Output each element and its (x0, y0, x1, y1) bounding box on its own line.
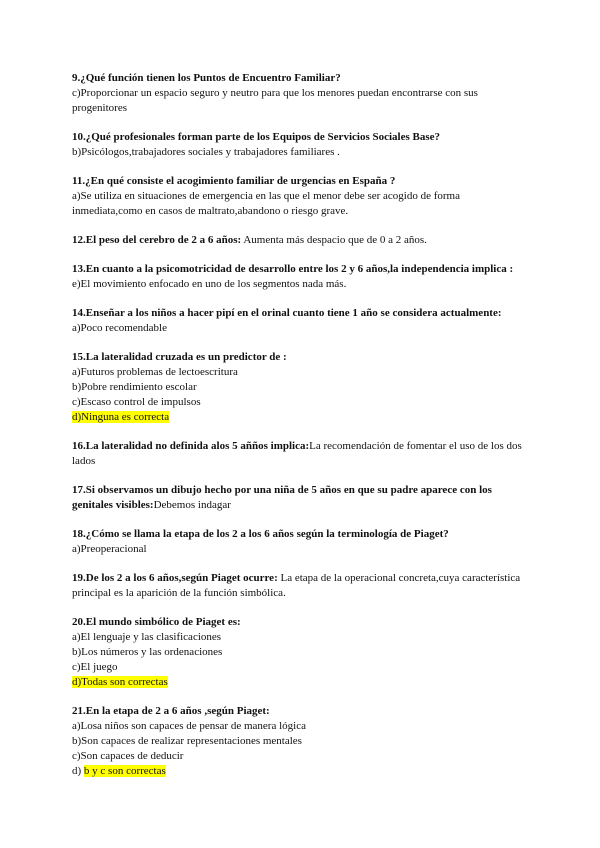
question-title: 14.Enseñar a los niños a hacer pipí en el orinal cuanto tiene 1 año se considera actualmente: (72, 307, 502, 319)
correct-answer-highlight: b y c son correctas (83, 765, 166, 777)
question-answer: Debemos indagar (153, 499, 231, 511)
question-title: 21.En la etapa de 2 a 6 años ,según Piaget: (72, 705, 270, 717)
answer-text: b)Los números y las ordenaciones (72, 646, 223, 658)
answer-option (72, 719, 528, 734)
answer-text: a)Futuros problemas de lectoescritura (72, 366, 238, 378)
question-block (72, 262, 528, 292)
answer-text: a)Se utiliza en situaciones de emergencia en las que el menor debe ser acogido de forma inmediata,como en casos de maltrato,abandono o riesgo grave. (72, 190, 460, 217)
question-title: 13.En cuanto a la psicomotricidad de desarrollo entre los 2 y 6 años,la independencia implica : (72, 263, 514, 275)
answer-text: b)Son capaces de realizar representaciones mentales (72, 735, 302, 747)
answer-text: a)Preoperacional (72, 543, 147, 555)
question-block (72, 483, 528, 513)
question-title: 20.El mundo simbólico de Piaget es: (72, 616, 241, 628)
answer-text: b)Pobre rendimiento escolar (72, 381, 197, 393)
question-answer: La etapa de la operacional concreta,cuya característica principal es la aparición de la función simbólica. (72, 572, 521, 599)
question-block (72, 306, 528, 336)
answer-text: a)El lenguaje y las clasificaciones (72, 631, 222, 643)
question-title: 10.¿Qué profesionales forman parte de los Equipos de Servicios Sociales Base? (72, 131, 440, 143)
answer-option (72, 395, 528, 410)
answer-option (72, 749, 528, 764)
question-block (72, 71, 528, 116)
answer-option (72, 542, 528, 557)
answer-option (72, 675, 528, 690)
answer-text: b)Psicólogos,trabajadores sociales y trabajadores familiares . (72, 146, 340, 158)
answer-text: c)Proporcionar un espacio seguro y neutro para que los menores puedan encontrarse con sus progenitores (72, 87, 478, 114)
question-block (72, 527, 528, 557)
question-answer: La recomendación de fomentar el uso de los dos lados (72, 440, 522, 467)
answer-text: c)Escaso control de impulsos (72, 396, 201, 408)
answer-option (72, 321, 528, 336)
question-block (72, 350, 528, 425)
question-block (72, 174, 528, 219)
answer-text: c)Son capaces de deducir (72, 750, 184, 762)
answer-text: c)El juego (72, 661, 118, 673)
question-block (72, 439, 528, 469)
answer-text: a)Poco recomendable (72, 322, 167, 334)
question-title: 16.La lateralidad no definida alos 5 añños implica: (72, 440, 310, 452)
answer-option (72, 764, 528, 779)
question-title: 19.De los 2 a los 6 años,según Piaget ocurre: (72, 572, 278, 584)
answer-prefix: d) (72, 765, 84, 777)
question-title: 18.¿Cómo se llama la etapa de los 2 a los 6 años según la terminología de Piaget? (72, 528, 449, 540)
question-block (72, 615, 528, 690)
correct-answer-highlight: d)Ninguna es correcta (72, 411, 170, 423)
answer-option (72, 86, 528, 116)
answer-option (72, 630, 528, 645)
question-title: 9.¿Qué función tienen los Puntos de Encuentro Familiar? (72, 72, 341, 84)
answer-text: e)El movimiento enfocado en uno de los segmentos nada más. (72, 278, 347, 290)
question-block (72, 704, 528, 779)
question-title: 17.Si observamos un dibujo hecho por una niña de 5 años en que su padre aparece con los genitales visibles: (72, 484, 492, 511)
answer-option (72, 277, 528, 292)
question-title: 15.La lateralidad cruzada es un predictor de : (72, 351, 287, 363)
question-list (72, 71, 528, 793)
answer-option (72, 734, 528, 749)
question-answer: Aumenta más despacio que de 0 a 2 años. (241, 234, 427, 246)
question-block (72, 130, 528, 160)
answer-option (72, 645, 528, 660)
question-block (72, 233, 528, 248)
question-title: 11.¿En qué consiste el acogimiento familiar de urgencias en España ? (72, 175, 396, 187)
answer-option (72, 365, 528, 380)
question-block (72, 571, 528, 601)
answer-option (72, 145, 528, 160)
correct-answer-highlight: d)Todas son correctas (72, 676, 168, 688)
answer-option (72, 660, 528, 675)
answer-option (72, 410, 528, 425)
answer-option (72, 380, 528, 395)
answer-text: a)Losa niños son capaces de pensar de manera lógica (72, 720, 306, 732)
answer-option (72, 189, 528, 219)
question-title: 12.El peso del cerebro de 2 a 6 años: (72, 234, 242, 246)
